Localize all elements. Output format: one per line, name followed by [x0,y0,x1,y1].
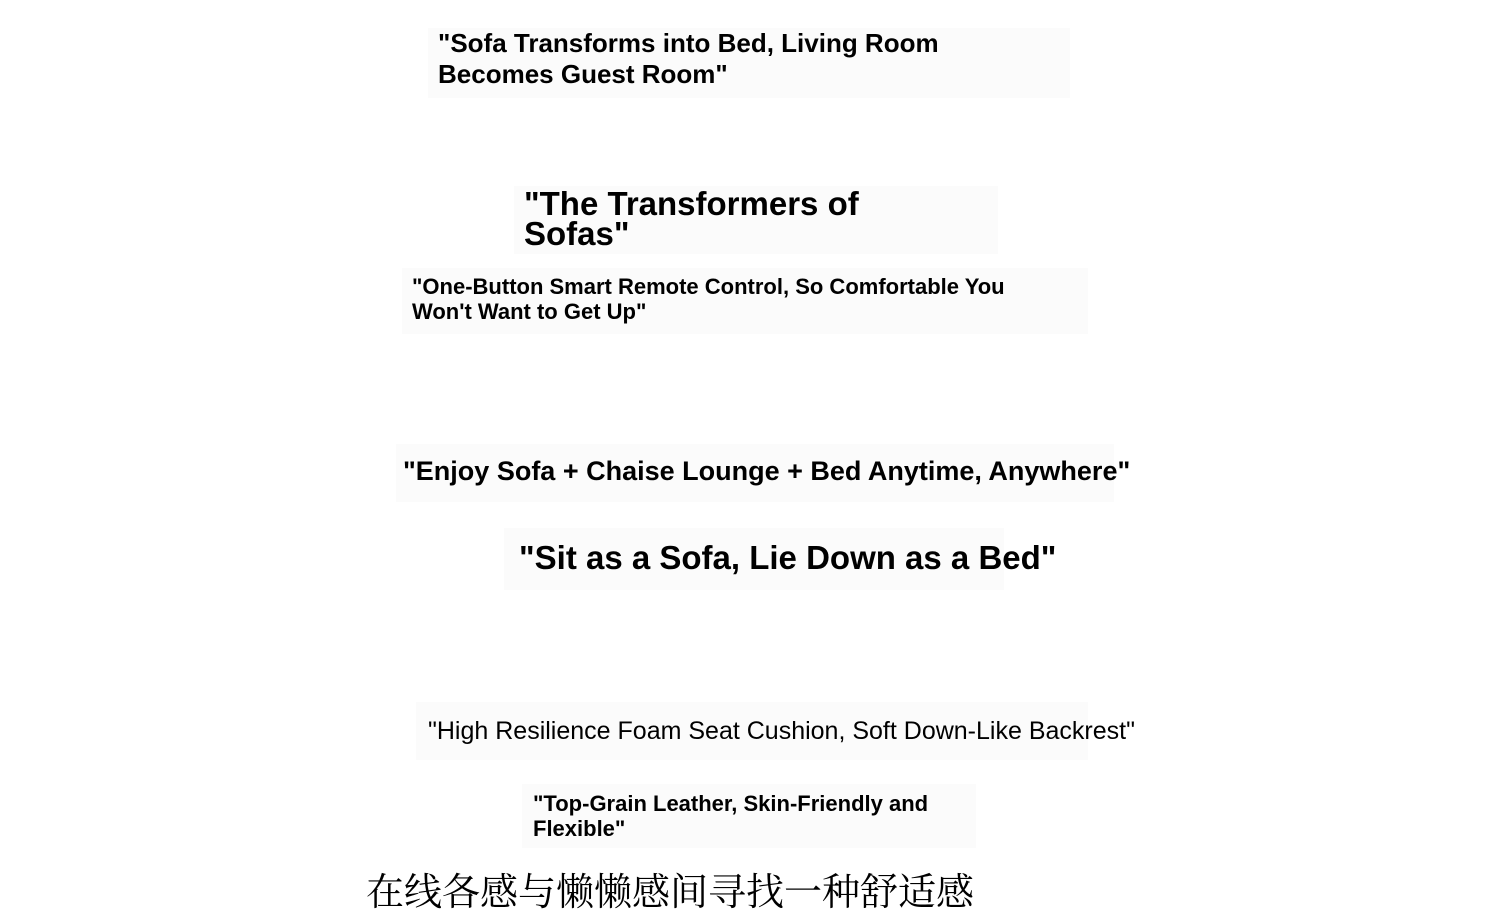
caption-8-chinese: 在线各感与懒懒感间寻找一种舒适感 [366,870,975,914]
caption-6: "High Resilience Foam Seat Cushion, Soft Down-Like Backrest" [428,717,1135,745]
caption-4: "Enjoy Sofa + Chaise Lounge + Bed Anytime, Anywhere" [403,456,1131,486]
caption-7: "Top-Grain Leather, Skin-Friendly and Flexible" [533,791,929,841]
caption-2: "The Transformers of Sofas" [524,185,859,252]
caption-5: "Sit as a Sofa, Lie Down as a Bed" [519,539,1057,576]
caption-1: "Sofa Transforms into Bed, Living Room Becomes Guest Room" [438,28,939,89]
caption-3: "One-Button Smart Remote Control, So Comfortable You Won't Want to Get Up" [412,274,1005,324]
